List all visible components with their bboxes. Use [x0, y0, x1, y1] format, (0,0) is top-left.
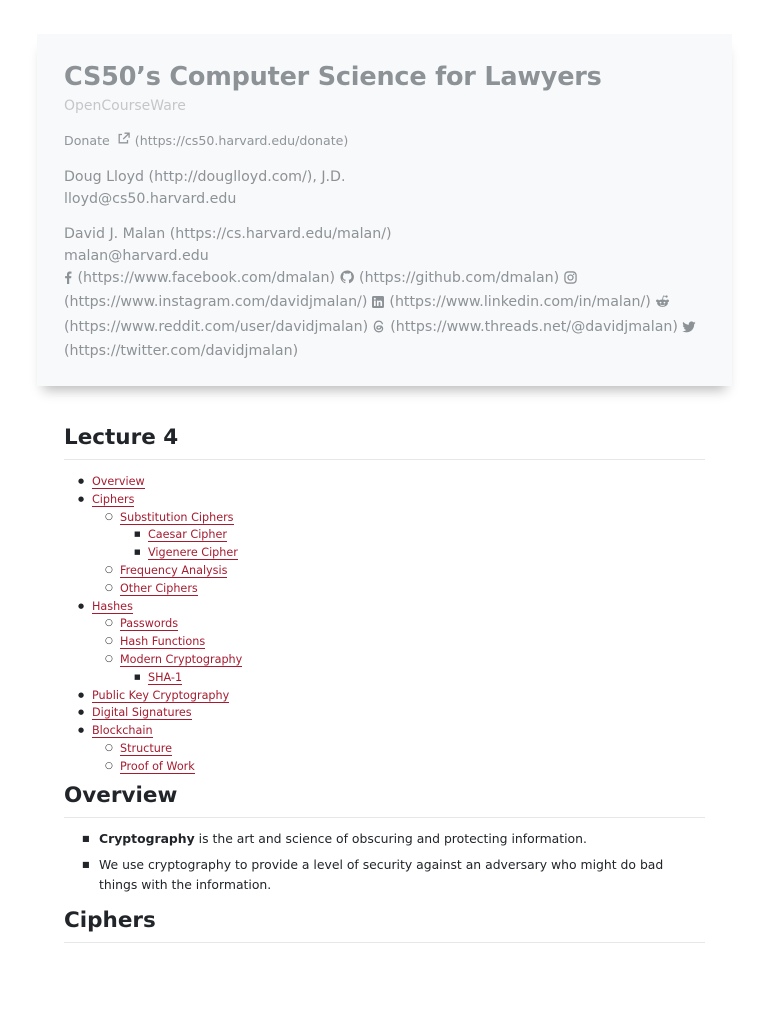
toc-link-blockchain[interactable]: Blockchain — [92, 724, 153, 738]
overview-notes — [64, 829, 705, 895]
toc-sublist — [92, 509, 705, 598]
donate-label[interactable]: Donate — [64, 132, 110, 148]
instructor-malan-email[interactable]: malan@harvard.edu — [64, 248, 209, 264]
social-instagram[interactable] — [564, 270, 578, 286]
toc-item — [92, 473, 705, 491]
donate-url[interactable]: (https://cs50.harvard.edu/donate) — [134, 132, 349, 148]
instagram-url[interactable]: (https://www.instagram.com/davidjmalan/) — [64, 294, 368, 311]
social-threads[interactable] — [373, 319, 678, 335]
ciphers-heading: Ciphers — [64, 901, 705, 943]
cryptography-definition: is the art and science of obscuring and protecting information. — [194, 830, 587, 846]
header-inner — [64, 60, 714, 363]
toc-link-passwords[interactable]: Passwords — [120, 617, 179, 631]
main-content — [64, 418, 705, 943]
table-of-contents — [64, 473, 705, 776]
external-link-icon — [117, 132, 131, 149]
toc-item — [148, 526, 705, 544]
toc-link-substitution-ciphers[interactable]: Substitution Ciphers — [120, 510, 234, 524]
toc-link-proof-of-work[interactable]: Proof of Work — [120, 759, 195, 773]
toc-item — [92, 491, 705, 598]
linkedin-icon — [372, 293, 384, 315]
overview-heading: Overview — [64, 776, 705, 818]
toc-item — [120, 651, 705, 687]
toc-sublist — [120, 669, 705, 687]
cryptography-term: Cryptography — [99, 830, 195, 846]
instagram-icon — [564, 269, 577, 291]
social-github[interactable] — [340, 270, 560, 286]
header-card — [37, 34, 732, 386]
list-item — [99, 829, 705, 849]
instructor-malan — [64, 223, 714, 363]
toc-link-public-key-cryptography[interactable]: Public Key Cryptography — [92, 688, 230, 702]
toc-link-ciphers[interactable]: Ciphers — [92, 492, 135, 506]
toc-link-frequency-analysis[interactable]: Frequency Analysis — [120, 563, 228, 577]
site-subtitle[interactable]: OpenCourseWare — [64, 98, 186, 114]
toc-item — [120, 509, 705, 562]
twitter-icon — [682, 318, 696, 340]
toc-item — [120, 633, 705, 651]
linkedin-url: (https://www.linkedin.com/in/malan/) — [389, 294, 651, 311]
twitter-url[interactable]: (https://twitter.com/davidjmalan) — [64, 343, 299, 360]
site-title[interactable]: CS50’s Computer Science for Lawyers — [64, 62, 602, 92]
toc-link-caesar-cipher[interactable]: Caesar Cipher — [148, 528, 227, 542]
reddit-icon — [655, 293, 670, 315]
threads-url: (https://www.threads.net/@davidjmalan) — [390, 318, 678, 335]
toc-link-hash-functions[interactable]: Hash Functions — [120, 635, 206, 649]
social-twitter[interactable] — [682, 319, 697, 335]
toc-item — [148, 544, 705, 562]
toc-link-other-ciphers[interactable]: Other Ciphers — [120, 581, 198, 595]
donate-line[interactable] — [64, 132, 714, 149]
toc-link-overview[interactable]: Overview — [92, 475, 145, 488]
toc-link-sha-1[interactable]: SHA-1 — [148, 670, 183, 684]
toc-link-modern-cryptography[interactable]: Modern Cryptography — [120, 652, 243, 666]
toc-item — [120, 740, 705, 758]
toc-item — [92, 687, 705, 705]
toc-link-structure[interactable]: Structure — [120, 741, 173, 755]
toc-item — [120, 580, 705, 598]
toc-item — [120, 562, 705, 580]
github-icon — [340, 269, 354, 291]
social-facebook[interactable] — [64, 270, 335, 286]
toc-link-hashes[interactable]: Hashes — [92, 599, 133, 613]
instructor-lloyd-email[interactable]: lloyd@cs50.harvard.edu — [64, 191, 237, 207]
toc-item — [120, 758, 705, 776]
toc-sublist — [92, 740, 705, 776]
list-item: ■ We use cryptography to provide a level of security against an adversary who might do bad things with the information. — [99, 855, 705, 895]
instructor-lloyd-name[interactable]: Doug Lloyd (http://douglloyd.com/), J.D. — [64, 169, 346, 185]
toc-sublist — [92, 615, 705, 686]
toc-item — [92, 704, 705, 722]
facebook-url: (https://www.facebook.com/dmalan) — [77, 270, 335, 286]
social-linkedin[interactable] — [372, 294, 651, 310]
threads-icon — [373, 318, 385, 340]
lecture-title: Lecture 4 — [64, 418, 705, 460]
toc-item — [148, 669, 705, 687]
toc-item — [120, 615, 705, 633]
toc-sublist — [120, 526, 705, 562]
reddit-url[interactable]: (https://www.reddit.com/user/davidjmalan) — [64, 318, 369, 335]
social-reddit[interactable] — [655, 294, 671, 310]
toc-item — [92, 598, 705, 687]
toc-link-vigenere-cipher[interactable]: Vigenere Cipher — [148, 546, 238, 560]
toc-item — [92, 722, 705, 775]
social-links — [64, 267, 714, 363]
facebook-icon — [64, 269, 72, 291]
instructor-lloyd — [64, 166, 714, 210]
toc-link-digital-signatures[interactable]: Digital Signatures — [92, 706, 192, 720]
github-url: (https://github.com/dmalan) — [359, 270, 560, 286]
instructor-malan-name[interactable]: David J. Malan (https://cs.harvard.edu/malan/) — [64, 226, 392, 242]
